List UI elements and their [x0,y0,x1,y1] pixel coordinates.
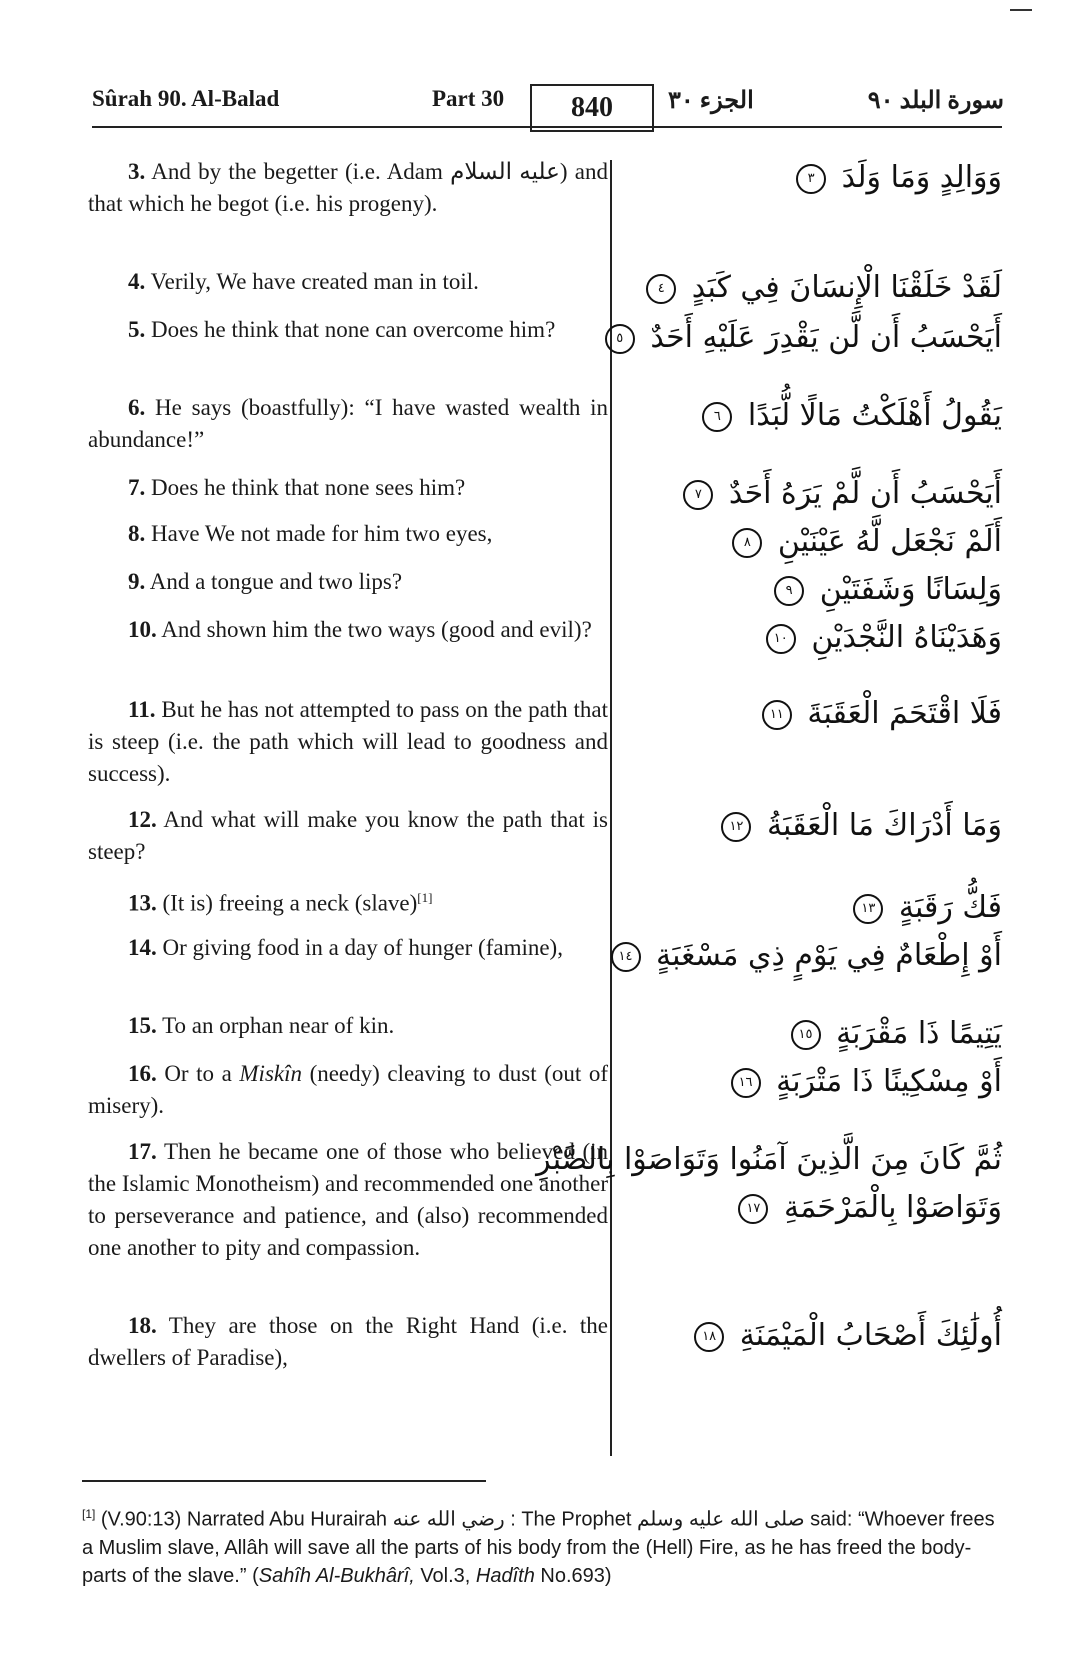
ayah-marker: ١٦ [731,1068,761,1098]
arabic-verse-5: أَيَحْسَبُ أَن لَّن يَقْدِرَ عَلَيْهِ أَحَدٌ ٥ [605,320,1002,355]
surah-title-english: Sûrah 90. Al-Balad [92,86,280,111]
header-rule [92,126,1002,128]
arabic-verse-11: فَلَا اقْتَحَمَ الْعَقَبَةَ ١١ [762,696,1002,731]
page-number: 840 [530,84,654,132]
part-label: Part 30 [432,86,505,111]
arabic-verse-18: أُولَٰئِكَ أَصْحَابُ الْمَيْمَنَةِ ١٨ [694,1318,1002,1353]
ayah-marker: ١٨ [694,1322,724,1352]
ayah-marker: ٩ [774,576,804,606]
juz-label-arabic: الجزء ٣٠ [668,88,754,114]
verse-16: 16. Or to a Miskîn (needy) cleaving to dust (out of misery). [88,1061,608,1118]
verse-7: 7. Does he think that none sees him? [128,475,466,500]
arabic-verse-17b: وَتَوَاصَوْا بِالْمَرْحَمَةِ ١٧ [738,1190,1002,1225]
verse-12: 12. And what will make you know the path that is steep? [88,807,608,864]
footnote: [1] (V.90:13) Narrated Abu Hurairah رضي الله عنه : The Prophet صلى الله عليه وسلم said: “Whoever frees a Muslim slave, Allâh will save all the parts of his body from the (Hell) Fire, as he has freed the body-parts of the slave.” (Sahîh Al-Bukhârî, Vol.3, Hadîth No.693) [82,1507,995,1587]
arabic-verse-6: يَقُولُ أَهْلَكْتُ مَالًا لُّبَدًا ٦ [702,398,1002,433]
ayah-marker: ٦ [702,402,732,432]
verse-9: 9. And a tongue and two lips? [128,569,403,594]
ayah-marker: ٤ [646,274,676,304]
verse-17: 17. Then he became one of those who believed (in the Islamic Monotheism) and recommended one another to perseverance and patience, and (also) recommended one another to pity and compassion. [88,1139,608,1260]
ayah-marker: ١٠ [766,624,796,654]
verse-13: 13. (It is) freeing a neck (slave)[1] [128,890,433,916]
ayah-marker: ٥ [605,324,635,354]
verse-3: 3. And by the begetter (i.e. Adam عليه السلام) and that which he begot (i.e. his progeny). [88,159,608,216]
verse-14: 14. Or giving food in a day of hunger (famine), [128,935,563,960]
verse-5: 5. Does he think that none can overcome him? [128,317,556,342]
verse-6: 6. He says (boastfully): “I have wasted wealth in abundance!” [88,395,608,452]
ayah-marker: ١٢ [721,812,751,842]
arabic-verse-4: لَقَدْ خَلَقْنَا الْإِنسَانَ فِي كَبَدٍ ٤ [646,270,1002,305]
verse-15: 15. To an orphan near of kin. [128,1013,395,1038]
verse-8: 8. Have We not made for him two eyes, [128,521,493,546]
arabic-verse-9: وَلِسَانًا وَشَفَتَيْنِ ٩ [774,572,1002,607]
arabic-verse-8: أَلَمْ نَجْعَل لَّهُ عَيْنَيْنِ ٨ [732,524,1002,559]
arabic-verse-14: أَوْ إِطْعَامٌ فِي يَوْمٍ ذِي مَسْغَبَةٍ ١٤ [611,938,1003,973]
surah-title-arabic: سورة البلد ٩٠ [867,88,1004,114]
verse-10: 10. And shown him the two ways (good and evil)? [128,617,592,642]
arabic-verse-10: وَهَدَيْنَاهُ النَّجْدَيْنِ ١٠ [766,620,1002,655]
verse-11: 11. But he has not attempted to pass on the path that is steep (i.e. the path which will lead to goodness and success). [88,697,608,786]
arabic-verse-7: أَيَحْسَبُ أَن لَّمْ يَرَهُ أَحَدٌ ٧ [683,476,1002,511]
arabic-verse-17a: ثُمَّ كَانَ مِنَ الَّذِينَ آمَنُوا وَتَوَاصَوْا بِالصَّبْرِ [536,1142,1002,1177]
arabic-verse-16: أَوْ مِسْكِينًا ذَا مَتْرَبَةٍ ١٦ [731,1064,1002,1099]
arabic-verse-3: وَوَالِدٍ وَمَا وَلَدَ ٣ [796,160,1002,195]
verse-4: 4. Verily, We have created man in toil. [128,269,479,294]
verse-18: 18. They are those on the Right Hand (i.e. the dwellers of Paradise), [88,1313,608,1370]
ayah-marker: ٧ [683,480,713,510]
ayah-marker: ١٤ [611,942,641,972]
top-edge-dash [1010,9,1032,11]
ayah-marker: ٨ [732,528,762,558]
footnote-rule [82,1480,486,1482]
ayah-marker: ٣ [796,164,826,194]
arabic-verse-12: وَمَا أَدْرَاكَ مَا الْعَقَبَةُ ١٢ [721,808,1002,843]
ayah-marker: ١٣ [853,894,883,924]
arabic-verse-15: يَتِيمًا ذَا مَقْرَبَةٍ ١٥ [791,1016,1002,1051]
footnote-marker: [1] [417,890,433,905]
arabic-verse-13: فَكُّ رَقَبَةٍ ١٣ [853,890,1002,925]
ayah-marker: ١٥ [791,1020,821,1050]
ayah-marker: ١٧ [738,1194,768,1224]
ayah-marker: ١١ [762,700,792,730]
